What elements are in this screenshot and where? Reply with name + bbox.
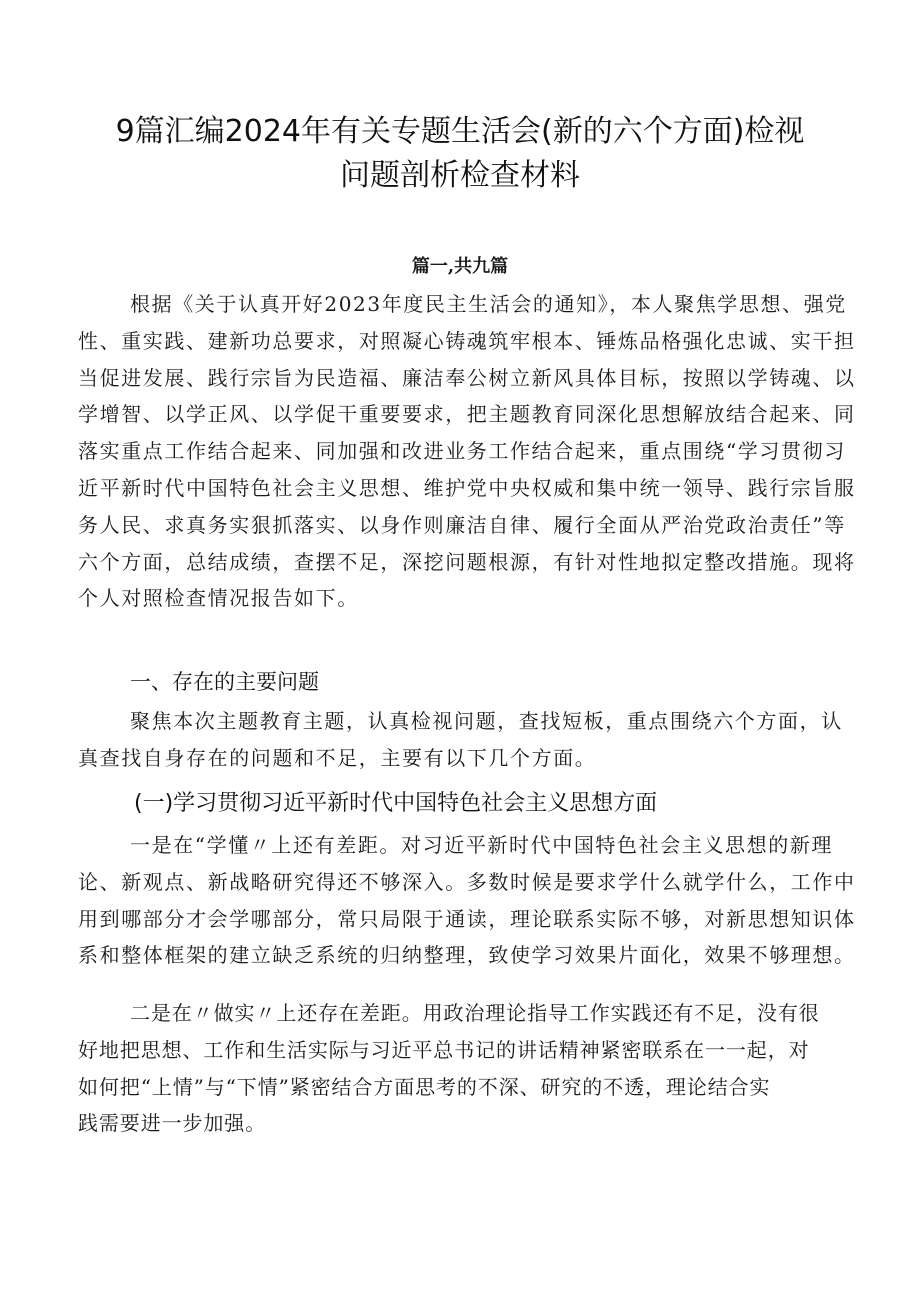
paragraph-intro: [78, 286, 858, 617]
text-line: 真查找自身存在的问题和不足，主要有以下几个方面。: [78, 745, 597, 770]
text-line: 六个方面，总结成绩，查摆不足，深挖问题根源，有针对性地拟定整改措施。现将: [78, 549, 856, 574]
section-subtitle: 篇一,共九篇: [411, 256, 509, 277]
text-line: 性、重实践、建新功总要求，对照凝心铸魂筑牢根本、锤炼品格强化忠诚、实干担: [78, 328, 856, 353]
text-line: 系和整体框架的建立缺乏系统的归纳整理，致使学习效果片面化，效果不够理想。: [78, 943, 856, 968]
paragraph-point-two: [78, 995, 858, 1142]
text-line: 学增智、以学正风、以学促干重要要求，把主题教育同深化思想解放结合起来、同: [78, 402, 856, 427]
document-title-line-1: 9篇汇编2024年有关专题生活会(新的六个方面)检视: [115, 114, 805, 149]
text-line: 一是在“学懂〃上还有差距。对习近平新时代中国特色社会主义思想的新理: [130, 833, 834, 857]
text-line: 务人民、求真务实狠抓落实、以身作则廉洁自律、履行全面从严治党政治责任”等: [78, 512, 846, 537]
text-line: 用到哪部分才会学哪部分，常只局限于通读，理论联系实际不够，对新思想知识体: [78, 906, 856, 931]
section-heading-main-problems: 一、存在的主要问题: [130, 670, 319, 694]
text-line: 践需要进一步加强。: [78, 1111, 267, 1136]
text-line: 个人对照检查情况报告如下。: [78, 586, 359, 611]
text-line: 根据《关于认真开好2023年度民主生活会的通知》，本人聚焦学思想、强党: [130, 292, 847, 316]
text-line: 当促进发展、践行宗旨为民造福、廉洁奉公树立新风具体目标，按照以学铸魂、以: [78, 365, 856, 390]
paragraph-point-one: [78, 827, 858, 974]
text-line: 论、新观点、新战略研究得还不够深入。多数时候是要求学什么就学什么，工作中: [78, 869, 856, 894]
text-line: 如何把“上情”与“下情”紧密结合方面思考的不深、研究的不透，理论结合实: [78, 1074, 771, 1099]
subsection-heading-study: (一)学习贯彻习近平新时代中国特色社会主义思想方面: [134, 791, 658, 816]
text-line: 落实重点工作结合起来、同加强和改进业务工作结合起来，重点围绕“学习贯彻习: [78, 439, 846, 464]
text-line: 近平新时代中国特色社会主义思想、维护党中央权威和集中统一领导、践行宗旨服: [78, 475, 856, 500]
text-line: 聚焦本次主题教育主题，认真检视问题，查找短板，重点围绕六个方面，认: [130, 709, 843, 733]
paragraph-focus: [78, 703, 858, 777]
document-title-line-2: 问题剖析检查材料: [340, 158, 580, 193]
text-line: 好地把思想、工作和生活实际与习近平总书记的讲话精神紧密联系在一一起，对: [78, 1037, 810, 1062]
text-line: 二是在〃做实〃上还存在差距。用政治理论指导工作实践还有不足，没有很: [130, 1001, 820, 1025]
